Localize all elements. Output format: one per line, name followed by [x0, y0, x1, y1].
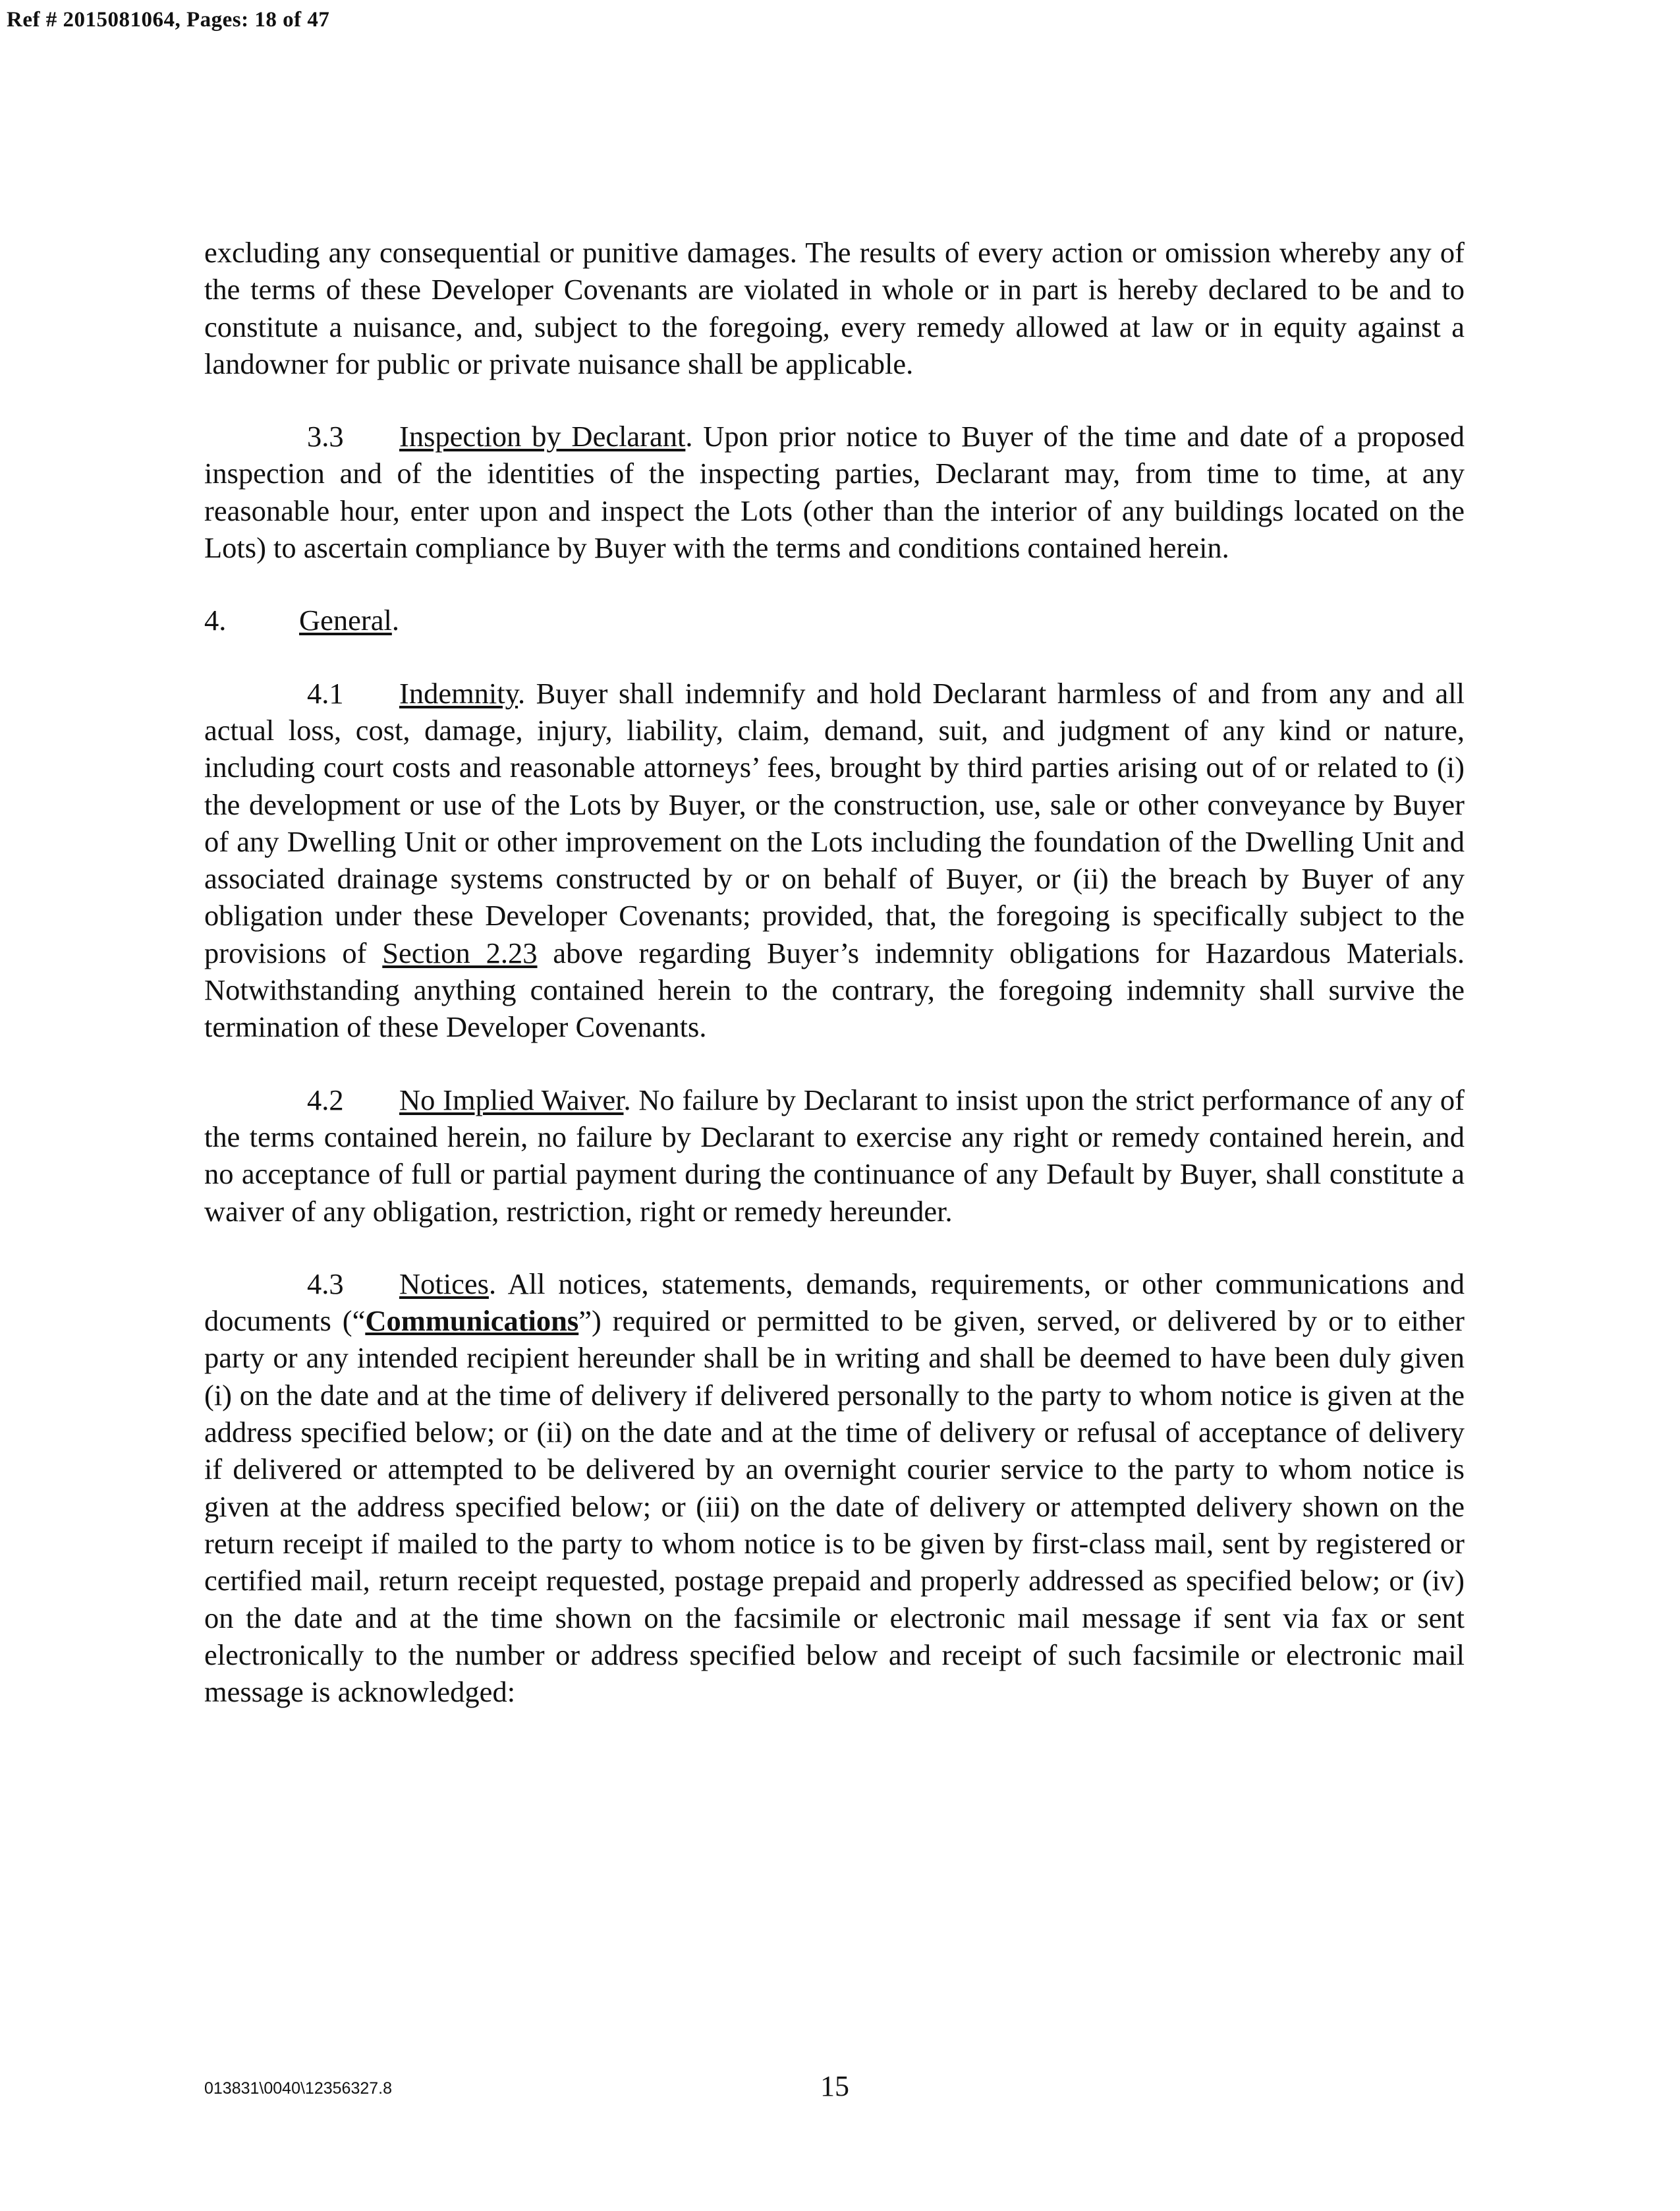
- section-number: 4.2: [307, 1083, 344, 1116]
- section-text-cont: above regarding Buyer’s indemnity obligations for Hazardous Materials. Notwithstanding anything contained herein to the contrary, the foregoing indemnity shall survive the termination of these Developer Covenants.: [204, 936, 1465, 1044]
- section-text-cont: ”) required or permitted to be given, served, or delivered by or to either party or any intended recipient hereunder shall be in writing and shall be deemed to have been duly given (i) on the date and at the time of delivery if delivered personally to the party to whom notice is given at the address specified below; or (ii) on the date and at the time of delivery or refusal of acceptance of delivery if delivered or attempted to be delivered by an overnight courier service to the party to whom notice is given at the address specified below; or (iii) on the date of delivery or attempted delivery shown on the return receipt if mailed to the party to whom notice is to be given by first-class mail, sent by registered or certified mail, return receipt requested, postage prepaid and properly addressed as specified below; or (iv) on the date and at the time shown on the facsimile or electronic mail message if sent via fax or sent electronically to the number or address specified below and receipt of such facsimile or electronic mail message is acknowledged:: [204, 1304, 1465, 1709]
- document-id: 013831\0040\12356327.8: [204, 2079, 393, 2098]
- section-4-1: [204, 675, 1465, 1046]
- section-number: 3.3: [307, 420, 344, 453]
- section-number: 4.1: [307, 676, 344, 710]
- section-text: . No failure by Declarant to insist upon the strict performance of any of the terms contained herein, no failure by Declarant to exercise any right or remedy contained herein, and no acceptance of full or partial payment during the continuance of any Default by Buyer, shall constitute a waiver of any obligation, restriction, right or remedy hereunder.: [204, 1083, 1465, 1228]
- paragraph-continuation: excluding any consequential or punitive damages. The results of every action or omission whereby any of the terms of these Developer Covenants are violated in whole or in part is hereby declared to be and to constitute a nuisance, and, subject to the foregoing, every remedy allowed at law or in equity against a landowner for public or private nuisance shall be applicable.: [204, 236, 1465, 380]
- section-title: Inspection by Declarant: [399, 420, 686, 453]
- defined-term: Communications: [365, 1304, 579, 1338]
- section-3-3: [204, 418, 1465, 566]
- section-4-heading: [204, 602, 1465, 639]
- section-text: . Buyer shall indemnify and hold Declarant harmless of and from any and all actual loss, cost, damage, injury, liability, claim, demand, suit, and judgment of any kind or nature, including court costs and reasonable attorneys’ fees, brought by third parties arising out of or related to (i) the development or use of the Lots by Buyer, or the construction, use, sale or other conveyance by Buyer of any Dwelling Unit or other improvement on the Lots including the foundation of the Dwelling Unit and associated drainage systems constructed by or on behalf of Buyer, or (ii) the breach by Buyer of any obligation under these Developer Covenants; provided, that, the foregoing is specifically subject to the provisions of: [204, 676, 1465, 969]
- section-cross-reference: Section 2.23: [382, 936, 538, 969]
- heading-period: .: [391, 604, 399, 637]
- document-body: [204, 234, 1465, 1710]
- section-title: Notices: [399, 1267, 489, 1300]
- section-title: General: [299, 604, 392, 637]
- section-number: 4.: [204, 604, 227, 637]
- section-4-3: [204, 1265, 1465, 1711]
- section-title: Indemnity: [399, 676, 518, 710]
- page-number: 15: [820, 2070, 849, 2102]
- section-text: . Upon prior notice to Buyer of the time and date of a proposed inspection and of the identities of the inspecting parties, Declarant may, from time to time, at any reasonable hour, enter upon and inspect the Lots (other than the interior of any buildings located on the Lots) to ascertain compliance by Buyer with the terms and conditions contained herein.: [204, 420, 1465, 565]
- section-text: . All notices, statements, demands, requirements, or other communications and documents (“: [204, 1267, 1465, 1338]
- section-number: 4.3: [307, 1267, 344, 1300]
- reference-header: Ref # 2015081064, Pages: 18 of 47: [7, 8, 330, 32]
- section-title: No Implied Waiver: [399, 1083, 624, 1116]
- section-4-2: [204, 1081, 1465, 1230]
